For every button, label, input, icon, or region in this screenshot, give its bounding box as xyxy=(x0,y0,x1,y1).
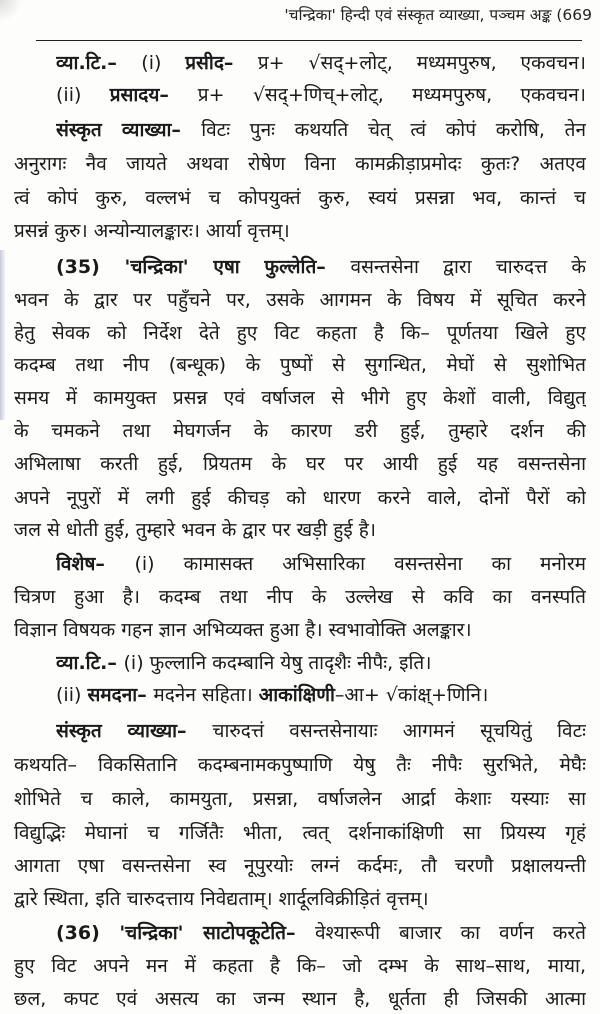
scan-edge-shadow xyxy=(0,250,6,420)
text-line: कथयति– विकसितानि कदम्बनामकपुष्पाणि येषु तैः नीपैः सुरभिते, मेघैः xyxy=(14,754,586,776)
text-line: शोभिते च काले, कामयुता, प्रसन्ना, वर्षाजलेन आर्द्रा केशाः यस्याः सा xyxy=(14,788,586,810)
text-line: विज्ञान विषयक गहन ज्ञान अभिव्यक्त हुआ है। स्वभावोक्ति अलङ्कार। xyxy=(14,619,472,641)
vishesh-heading: विशेष– (i) कामासक्त अभिसारिका वसन्तसेना का मनोरम xyxy=(56,553,586,575)
text-line: प्रसन्नं कुरु। अन्योन्यालङ्कारः। आर्या वृत्तम्। xyxy=(14,220,290,242)
text-line: समय में कामयुक्त प्रसन्न एवं वर्षाजल से भीगे हुए केशों वाली, विद्युत् xyxy=(14,387,586,409)
text-line: व्या.टि.– (i) फुल्लानि कदम्बानि येषु तादृशैः नीपैः, इति। xyxy=(56,652,432,674)
running-head: 'चन्द्रिका' हिन्दी एवं संस्कृत व्याख्या, पञ्चम अङ्क (669 xyxy=(284,6,592,24)
scan-corner-shadow xyxy=(0,0,22,22)
text-line: व्या.टि.– (i) प्रसीद– प्र+ √सद्+लोट्, मध्यमपुरुष, एकवचन। xyxy=(56,52,586,74)
text-line: हुए विट अपने मन में कहता है कि– जो दम्भ के साथ–साथ, माया, xyxy=(14,955,586,977)
section-heading-36: (36) 'चन्द्रिका' साटोपकूटेति– वेश्यारूपी बाजार का वर्णन करते xyxy=(56,922,586,944)
text-line: (ii) प्रसादय– प्र+ √सद्+णिच्+लोट्, मध्यमपुरुष, एकवचन। xyxy=(56,84,586,106)
text-line: के चमकने तथा मेघगर्जन के कारण डरी हुई, तुम्हारे दर्शन की xyxy=(14,420,586,442)
text-line: हेतु सेवक को निर्देश देते हुए विट कहता है कि– पूर्णतया खिले हुए xyxy=(14,322,586,344)
section-heading-35: (35) 'चन्द्रिका' एषा फुल्लेति– वसन्तसेना द्वारा चारुदत्त के xyxy=(56,256,586,278)
text-line: विद्युद्भिः मेघानां च गर्जितैः भीता, त्वत् दर्शनाकांक्षिणी सा प्रियस्य गृहं xyxy=(14,822,586,844)
text-line: भवन के द्वार पर पहुँचने पर, उसके आगमन के विषय में सूचित करने xyxy=(14,289,586,311)
text-line: जल से धोती हुई, तुम्हारे भवन के द्वार पर खड़ी हुई है। xyxy=(14,519,376,541)
text-line: कदम्ब तथा नीप (बन्धूक) के पुष्पों से सुगन्धित, मेघों से सुशोभित xyxy=(14,354,586,376)
text-line: अभिलाषा करती हुई, प्रियतम के घर पर आयी हुई यह वसन्तसेना xyxy=(14,453,586,475)
text-line: त्वं कोपं कुरु, वल्लभं च कोपयुक्तं कुरु, स्वयं प्रसन्ना भव, कान्तं च xyxy=(14,187,586,209)
text-line: छल, कपट एवं असत्य का जन्म स्थान है, धूर्तता ही जिसकी आत्मा xyxy=(14,988,586,1010)
header-rule xyxy=(36,40,582,41)
text-line: द्वारे स्थिता, इति चारुदत्ताय निवेद्यताम्। शार्दूलविक्रीड़ितं वृत्तम्। xyxy=(14,888,429,910)
text-line: चित्रण हुआ है। कदम्ब तथा नीप के उल्लेख से कवि का वनस्पति xyxy=(14,586,586,608)
text-line: संस्कृत व्याख्या– चारुदत्तं वसन्तसेनायाः आगमनं सूचयितुं विटः xyxy=(56,720,586,742)
text-line: संस्कृत व्याख्या– विटः पुनः कथयति चेत् त्वं कोपं करोषि, तेन xyxy=(56,119,586,141)
text-line: आगता एषा वसन्तसेना स्व नूपुरयोः लग्नं कर्दमः, तौ चरणौ प्रक्षालयन्ती xyxy=(14,855,586,877)
text-line: अपने नूपुरों में लगी हुई कीचड़ को धारण करने वाले, दोनों पैरों को xyxy=(14,487,586,509)
text-line: (ii) समदना– मदनेन सहिता। आकांक्षिणी–आ+ √कांक्ष्+णिनि। xyxy=(56,684,489,706)
text-line: अनुरागः नैव जायते अथवा रोषेण विना कामक्रीड़ाप्रमोदः कुतः? अतएव xyxy=(14,153,586,175)
